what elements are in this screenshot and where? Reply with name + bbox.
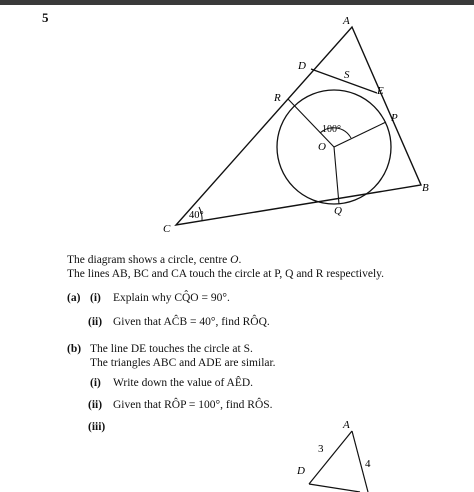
radius-op <box>334 122 386 147</box>
part-a-label: (a) <box>67 292 81 304</box>
label-p: P <box>391 112 398 124</box>
part-b-label: (b) <box>67 343 82 355</box>
label-b: B <box>422 182 429 194</box>
label-a: A <box>343 15 350 27</box>
part-b-ii-text: Given that RÔP = 100°, find RÔS. <box>113 399 273 411</box>
small-triangle-side-de <box>309 484 360 492</box>
triangle-abc <box>176 27 421 225</box>
radius-oq <box>334 147 339 204</box>
part-a-ii-text: Given that AĈB = 40°, find RÔQ. <box>113 316 270 328</box>
part-b-line-2: The triangles ABC and ADE are similar. <box>90 357 276 369</box>
part-b-ii-label: (ii) <box>88 399 103 411</box>
angle-o-label: 100° <box>322 124 341 135</box>
intro-line-1: The diagram shows a circle, centre O. <box>67 254 242 266</box>
part-a-ii-label: (ii) <box>88 316 103 328</box>
angle-c-label: 40° <box>189 210 204 221</box>
label-s: S <box>344 69 350 81</box>
small-label-a: A <box>343 419 350 431</box>
part-a-i-text: Explain why CQ̂O = 90°. <box>113 292 230 304</box>
label-r: R <box>274 92 281 104</box>
small-length-4: 4 <box>365 458 371 470</box>
part-b-iii-label: (iii) <box>88 421 106 433</box>
label-q: Q <box>334 205 342 217</box>
small-label-d: D <box>297 465 305 477</box>
part-a-i-label: (i) <box>90 292 101 304</box>
label-d: D <box>298 60 306 72</box>
label-c: C <box>163 223 171 235</box>
radius-or <box>288 99 334 147</box>
part-b-line-1: The line DE touches the circle at S. <box>90 343 253 355</box>
small-length-3: 3 <box>318 443 324 455</box>
label-o: O <box>318 141 326 153</box>
label-e: E <box>377 85 384 97</box>
question-number: 5 <box>42 10 49 25</box>
part-b-i-label: (i) <box>90 377 101 389</box>
part-b-i-text: Write down the value of AÊD. <box>113 377 254 389</box>
intro-line-2: The lines AB, BC and CA touch the circle at P, Q and R respectively. <box>67 268 385 280</box>
small-triangle-side-ad <box>309 431 352 484</box>
